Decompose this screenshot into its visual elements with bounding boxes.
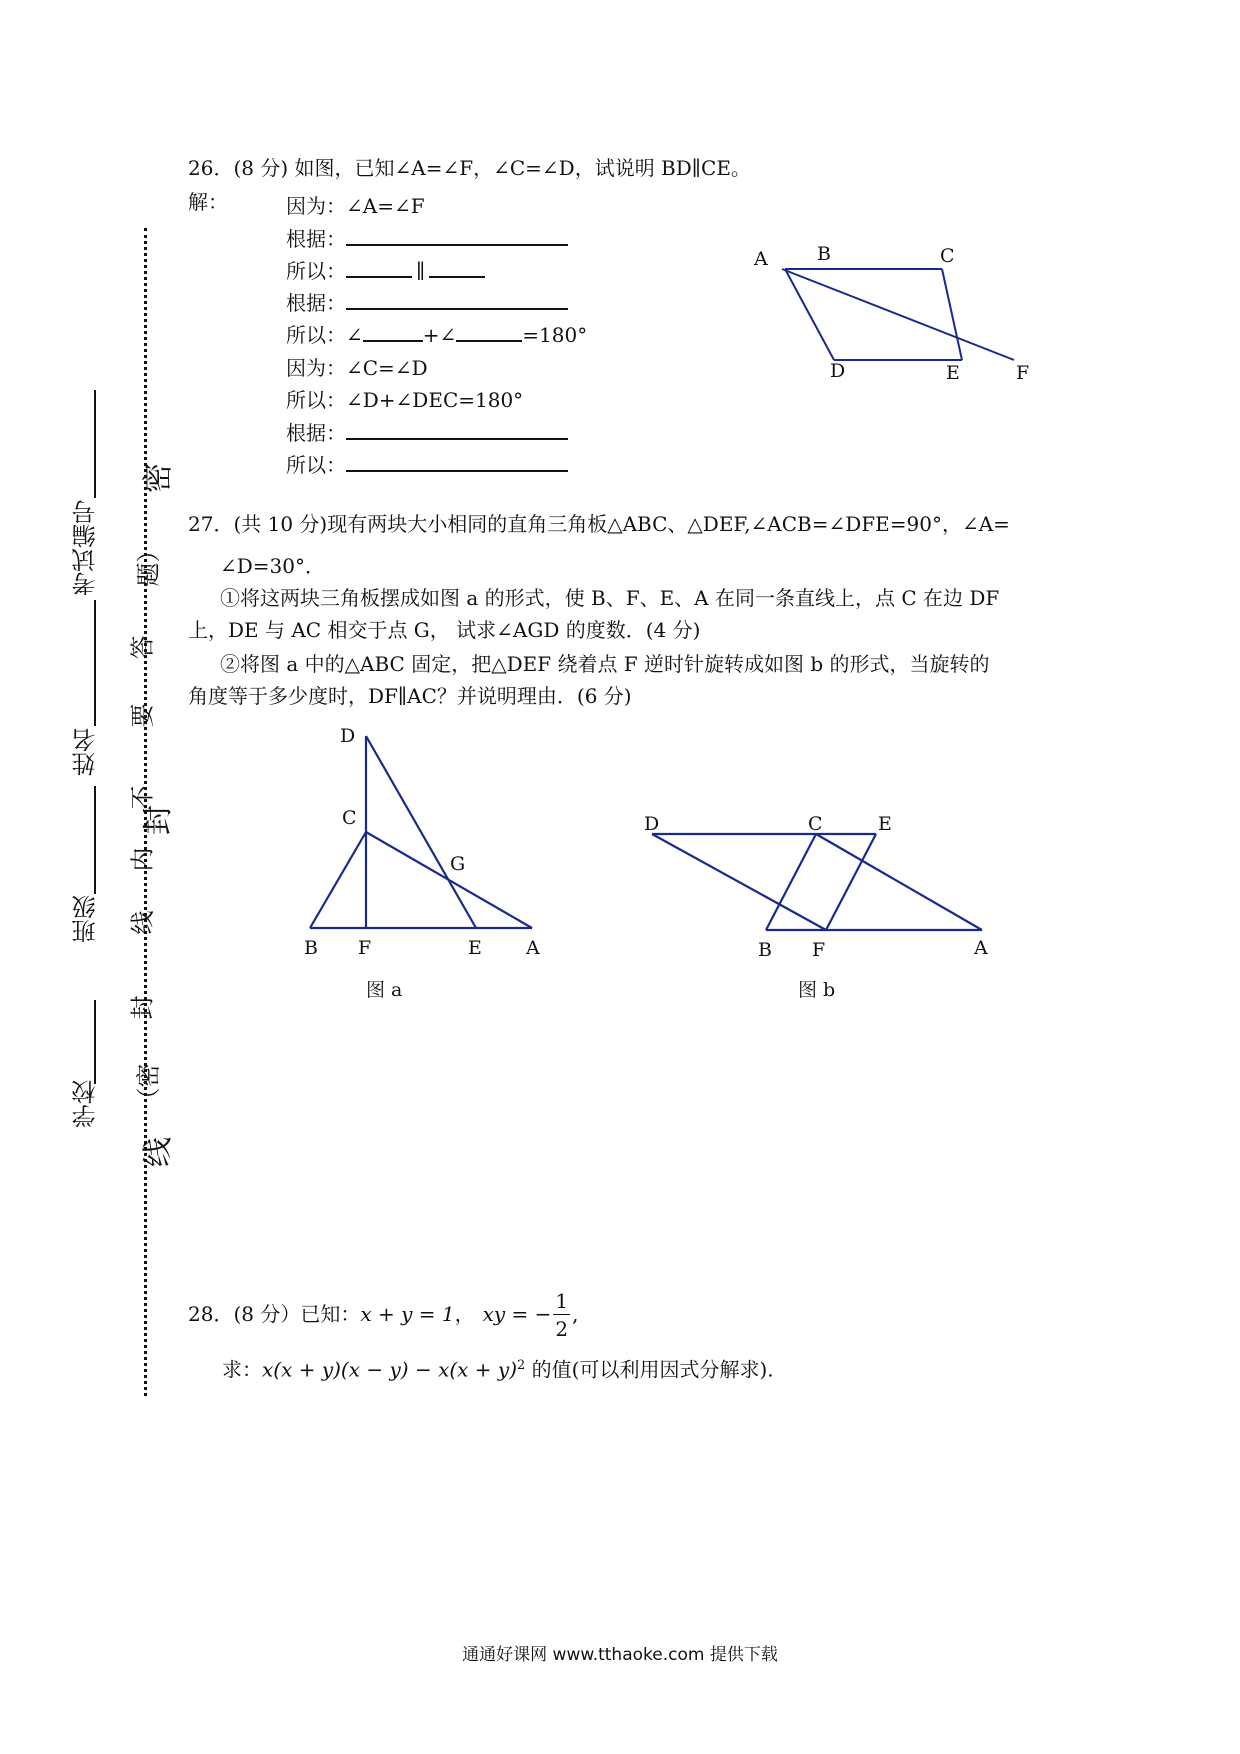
segment-bc-b	[766, 834, 816, 930]
label-g-a: G	[450, 853, 466, 875]
q26-line-4: 根据：	[286, 288, 568, 317]
label-f-b: F	[812, 939, 826, 961]
label-a: A	[754, 248, 768, 270]
q27-line-2: ∠D=30°．	[220, 554, 325, 578]
answer-blank[interactable]	[346, 450, 568, 472]
label-d-a: D	[340, 725, 356, 747]
figure-a-caption: 图 a	[366, 979, 403, 1000]
q26-line-8: 根据：	[286, 418, 568, 447]
q27-part1-a: ①将这两块三角板摆成如图 a 的形式，使 B、F、E、A 在同一条直线上，点 C 在边 DF	[220, 586, 1000, 610]
field-school-line	[94, 1000, 96, 1084]
q26-line-9: 所以：	[286, 450, 568, 479]
label-a-a: A	[526, 937, 540, 959]
q26-line-5: 所以：∠ +∠ =180°	[286, 320, 587, 349]
label-b-b: B	[758, 939, 772, 961]
label-c: C	[940, 245, 955, 267]
seal-big-xian: 线	[141, 1137, 176, 1167]
q26-line-7: 所以：∠D+∠DEC=180°	[286, 388, 524, 412]
answer-blank[interactable]	[346, 418, 568, 440]
segment-df-b	[652, 834, 826, 930]
segment-bc-a	[310, 832, 366, 928]
field-class: 班级	[72, 895, 100, 943]
q28-line-1: 28．(8 分）已知：x + y = 1， xy = − $\frac{1}{2}$ ,	[188, 1289, 579, 1341]
label-e-a: E	[468, 937, 482, 959]
figure-b	[630, 800, 1030, 1000]
answer-blank[interactable]	[456, 320, 522, 342]
label-a-b: A	[974, 937, 988, 959]
segment-fe-b	[826, 834, 876, 930]
seal-notice: （密 封 线 内 不 要 答 题）	[128, 538, 163, 1112]
field-school: 学校	[72, 1080, 100, 1128]
label-b: B	[817, 243, 831, 265]
field-exam-number-line	[94, 390, 96, 498]
seal-big-mi: 密	[141, 463, 176, 493]
fraction: $\frac{1}{2}$	[555, 1289, 569, 1341]
field-name-line	[94, 600, 96, 726]
seal-big-feng: 封	[141, 805, 176, 835]
footer-credit: 通通好课网 www.tthaoke.com 提供下载	[462, 1645, 778, 1665]
figure-a	[290, 720, 570, 1000]
segment-ca	[366, 832, 532, 928]
q26-line-2: 根据：	[286, 224, 568, 253]
segment-de-a	[366, 736, 476, 928]
field-name: 姓名	[72, 728, 100, 776]
answer-blank[interactable]	[346, 256, 412, 278]
q26-figure	[740, 232, 1050, 392]
label-e: E	[946, 362, 960, 384]
segment-ca-b	[816, 834, 982, 930]
q27-part2-a: ②将图 a 中的△ABC 固定，把△DEF 绕着点 F 逆时针旋转成如图 b 的形式，当旋转的	[220, 652, 990, 676]
label-f: F	[1016, 362, 1030, 384]
q27-line-1: 27．(共 10 分)现有两块大小相同的直角三角板△ABC、△DEF,∠ACB=∠DFE=90°，∠A=	[188, 512, 1010, 536]
label-d: D	[830, 360, 846, 382]
q27-part2-b: 角度等于多少度时，DF∥AC？并说明理由．(6 分)	[188, 684, 632, 708]
q26-header: 26．(8 分) 如图，已知∠A=∠F，∠C=∠D，试说明 BD∥CE。	[188, 156, 751, 180]
q26-line-3: 所以： ∥	[286, 256, 485, 285]
q28-line-2: 求：$x(x + y)(x - y) - x(x + y)^2$ 的值(可以利用因式分解求).	[222, 1357, 774, 1382]
q27-part1-b: 上，DE 与 AC 相交于点 G， 试求∠AGD 的度数．(4 分)	[188, 618, 701, 642]
segment-af	[782, 269, 1014, 360]
label-b-a: B	[304, 937, 318, 959]
label-e-b: E	[878, 813, 892, 835]
answer-blank[interactable]	[429, 256, 485, 278]
q26-line-6: 因为：∠C=∠D	[286, 356, 428, 380]
label-f-a: F	[358, 937, 372, 959]
answer-blank[interactable]	[346, 224, 568, 246]
figure-b-caption: 图 b	[798, 979, 836, 1000]
answer-blank[interactable]	[363, 320, 423, 342]
q26-line-1: 因为：∠A=∠F	[286, 194, 425, 218]
label-d-b: D	[644, 813, 660, 835]
q26-solve-label: 解：	[188, 190, 228, 214]
segment-ce	[942, 269, 962, 360]
segment-bd	[785, 269, 834, 360]
label-c-a: C	[342, 807, 357, 829]
answer-blank[interactable]	[346, 288, 568, 310]
field-exam-number: 考试编号	[72, 500, 100, 596]
label-c-b: C	[808, 813, 823, 835]
